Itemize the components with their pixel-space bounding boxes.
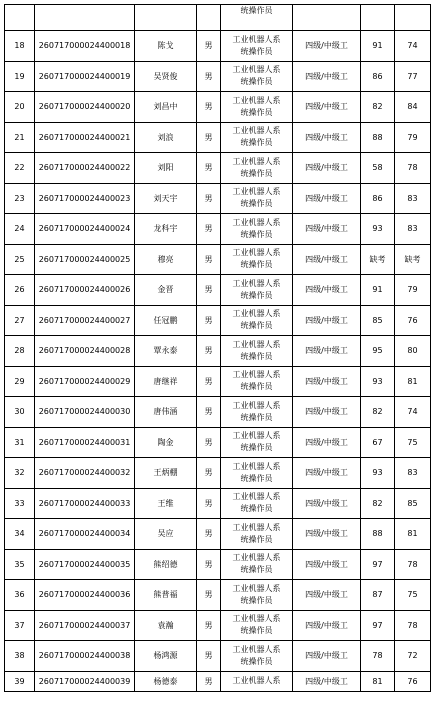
name-cell: 刘浪 (135, 122, 197, 153)
table-row (5, 244, 431, 275)
name-cell: 陶金 (135, 427, 197, 458)
job-cell (221, 641, 293, 672)
id-cell: 260717000024400020 (35, 92, 135, 123)
job-line-1: 工业机器人系 (232, 156, 281, 166)
job-line-2: 统操作员 (240, 77, 273, 87)
id-cell: 260717000024400019 (35, 61, 135, 92)
name-cell: 吴应 (135, 519, 197, 550)
practice-cell: 77 (395, 61, 431, 92)
table-row (5, 336, 431, 367)
level-cell: 四级/中级工 (293, 183, 361, 214)
id-cell: 260717000024400018 (35, 31, 135, 62)
practice-cell: 78 (395, 153, 431, 184)
job-title (221, 339, 292, 363)
gender-cell: 男 (197, 549, 221, 580)
practice-cell: 83 (395, 214, 431, 245)
job-line-1: 工业机器人系 (232, 370, 281, 380)
job-line-1: 工业机器人系 (232, 217, 281, 227)
job-line-2: 统操作员 (240, 473, 273, 483)
theory-cell: 81 (361, 671, 395, 691)
level-cell: 四级/中级工 (293, 458, 361, 489)
practice-cell: 84 (395, 92, 431, 123)
level-cell: 四级/中级工 (293, 366, 361, 397)
level-cell: 四级/中级工 (293, 61, 361, 92)
practice-cell: 74 (395, 397, 431, 428)
job-cell (221, 153, 293, 184)
id-cell (35, 5, 135, 31)
job-line-2: 统操作员 (240, 595, 273, 605)
table-row (5, 214, 431, 245)
theory-cell: 87 (361, 580, 395, 611)
job-cell (221, 305, 293, 336)
gender-cell: 男 (197, 610, 221, 641)
job-title (221, 369, 292, 393)
no-cell: 18 (5, 31, 35, 62)
job-line-1: 工业机器人系 (232, 644, 281, 654)
name-cell: 王炳棚 (135, 458, 197, 489)
job-title (221, 95, 292, 119)
table-row (5, 305, 431, 336)
job-title (221, 461, 292, 485)
job-line-2: 统操作员 (240, 443, 273, 453)
theory-cell: 82 (361, 488, 395, 519)
job-cell (221, 580, 293, 611)
id-cell: 260717000024400036 (35, 580, 135, 611)
job-line-1: 工业机器人系 (232, 278, 281, 288)
practice-cell: 80 (395, 336, 431, 367)
job-line-2: 统操作员 (240, 321, 273, 331)
job-line-2: 统操作员 (240, 626, 273, 636)
theory-cell: 97 (361, 549, 395, 580)
level-cell: 四级/中级工 (293, 610, 361, 641)
name-cell: 刘昌中 (135, 92, 197, 123)
gender-cell: 男 (197, 671, 221, 691)
no-cell: 22 (5, 153, 35, 184)
practice-cell: 缺考 (395, 244, 431, 275)
name-cell: 杨鸿源 (135, 641, 197, 672)
practice-cell (395, 5, 431, 31)
no-cell: 27 (5, 305, 35, 336)
table-row (5, 92, 431, 123)
level-cell: 四级/中级工 (293, 580, 361, 611)
id-cell: 260717000024400029 (35, 366, 135, 397)
name-cell: 唐继祥 (135, 366, 197, 397)
job-cell (221, 519, 293, 550)
level-cell: 四级/中级工 (293, 519, 361, 550)
job-line-1: 工业机器人系 (232, 492, 281, 502)
theory-cell: 93 (361, 214, 395, 245)
id-cell: 260717000024400032 (35, 458, 135, 489)
id-cell: 260717000024400027 (35, 305, 135, 336)
level-cell: 四级/中级工 (293, 92, 361, 123)
theory-cell: 缺考 (361, 244, 395, 275)
level-cell: 四级/中级工 (293, 641, 361, 672)
gender-cell: 男 (197, 641, 221, 672)
job-line-2: 统操作员 (240, 168, 273, 178)
gender-cell: 男 (197, 366, 221, 397)
practice-cell: 79 (395, 275, 431, 306)
level-cell: 四级/中级工 (293, 275, 361, 306)
job-cell (221, 549, 293, 580)
job-title (221, 156, 292, 180)
gender-cell (197, 5, 221, 31)
theory-cell: 78 (361, 641, 395, 672)
job-cell (221, 397, 293, 428)
table-row (5, 610, 431, 641)
gender-cell: 男 (197, 61, 221, 92)
table-row (5, 122, 431, 153)
job-line-1: 工业机器人系 (232, 248, 281, 258)
theory-cell: 91 (361, 31, 395, 62)
name-cell (135, 5, 197, 31)
gender-cell: 男 (197, 31, 221, 62)
no-cell: 21 (5, 122, 35, 153)
id-cell: 260717000024400035 (35, 549, 135, 580)
job-line-1: 工业机器人系 (232, 65, 281, 75)
level-cell: 四级/中级工 (293, 244, 361, 275)
table-row (5, 427, 431, 458)
level-cell: 四级/中级工 (293, 427, 361, 458)
job-cell (221, 488, 293, 519)
name-cell: 袁瀚 (135, 610, 197, 641)
job-cell (221, 610, 293, 641)
job-line-2: 统操作员 (240, 138, 273, 148)
id-cell: 260717000024400028 (35, 336, 135, 367)
practice-cell: 75 (395, 580, 431, 611)
job-line-1: 工业机器人系 (232, 583, 281, 593)
practice-cell: 76 (395, 671, 431, 691)
job-cell (221, 5, 293, 31)
job-title (221, 308, 292, 332)
name-cell: 金晋 (135, 275, 197, 306)
theory-cell: 82 (361, 92, 395, 123)
gender-cell: 男 (197, 92, 221, 123)
gender-cell: 男 (197, 305, 221, 336)
job-cell (221, 427, 293, 458)
name-cell: 刘阳 (135, 153, 197, 184)
job-cell (221, 366, 293, 397)
name-cell: 熊绍德 (135, 549, 197, 580)
name-cell: 穆亮 (135, 244, 197, 275)
job-title (221, 247, 292, 271)
id-cell: 260717000024400039 (35, 671, 135, 691)
no-cell: 26 (5, 275, 35, 306)
id-cell: 260717000024400033 (35, 488, 135, 519)
job-title (221, 522, 292, 546)
no-cell: 38 (5, 641, 35, 672)
id-cell: 260717000024400026 (35, 275, 135, 306)
theory-cell: 97 (361, 610, 395, 641)
id-cell: 260717000024400031 (35, 427, 135, 458)
level-cell: 四级/中级工 (293, 549, 361, 580)
id-cell: 260717000024400030 (35, 397, 135, 428)
job-title (221, 491, 292, 515)
table-row (5, 31, 431, 62)
job-line-1: 工业机器人系 (232, 614, 281, 624)
level-cell: 四级/中级工 (293, 671, 361, 691)
job-line-2: 统操作员 (240, 565, 273, 575)
table-row (5, 549, 431, 580)
theory-cell: 86 (361, 61, 395, 92)
name-cell: 龙科宇 (135, 214, 197, 245)
practice-cell: 81 (395, 519, 431, 550)
job-title (221, 34, 292, 58)
no-cell: 30 (5, 397, 35, 428)
name-cell: 杨德泰 (135, 671, 197, 691)
id-cell: 260717000024400034 (35, 519, 135, 550)
no-cell: 24 (5, 214, 35, 245)
job-line-2: 统操作员 (240, 229, 273, 239)
table-row (5, 183, 431, 214)
job-title (221, 217, 292, 241)
practice-cell: 76 (395, 305, 431, 336)
gender-cell: 男 (197, 458, 221, 489)
no-cell: 33 (5, 488, 35, 519)
theory-cell: 88 (361, 519, 395, 550)
job-title (221, 644, 292, 668)
table-row (5, 153, 431, 184)
no-cell: 29 (5, 366, 35, 397)
job-line-2: 统操作员 (240, 260, 273, 270)
job-line-1: 工业机器人系 (232, 676, 281, 685)
level-cell: 四级/中级工 (293, 122, 361, 153)
no-cell: 37 (5, 610, 35, 641)
theory-cell: 58 (361, 153, 395, 184)
job-cell (221, 336, 293, 367)
job-line-1: 工业机器人系 (232, 339, 281, 349)
table-row (5, 519, 431, 550)
no-cell: 28 (5, 336, 35, 367)
job-line-1: 工业机器人系 (232, 34, 281, 44)
job-title (221, 125, 292, 149)
job-line-2: 统操作员 (240, 290, 273, 300)
name-cell: 刘天宇 (135, 183, 197, 214)
no-cell: 35 (5, 549, 35, 580)
no-cell: 31 (5, 427, 35, 458)
job-line-2: 统操作员 (240, 412, 273, 422)
practice-cell: 81 (395, 366, 431, 397)
job-line-2: 统操作员 (240, 107, 273, 117)
name-cell: 陈戈 (135, 31, 197, 62)
job-cell (221, 671, 293, 691)
gender-cell: 男 (197, 214, 221, 245)
id-cell: 260717000024400038 (35, 641, 135, 672)
no-cell: 19 (5, 61, 35, 92)
level-cell: 四级/中级工 (293, 488, 361, 519)
theory-cell: 93 (361, 366, 395, 397)
gender-cell: 男 (197, 183, 221, 214)
job-cell (221, 214, 293, 245)
job-line-2: 统操作员 (240, 46, 273, 56)
theory-cell: 67 (361, 427, 395, 458)
theory-cell: 91 (361, 275, 395, 306)
job-line-2: 统操作员 (240, 504, 273, 514)
level-cell (293, 5, 361, 31)
job-title (221, 430, 292, 454)
id-cell: 260717000024400024 (35, 214, 135, 245)
gender-cell: 男 (197, 397, 221, 428)
table-row (5, 641, 431, 672)
theory-cell: 93 (361, 458, 395, 489)
practice-cell: 78 (395, 549, 431, 580)
table-body (5, 5, 431, 692)
job-line-2: 统操作员 (240, 656, 273, 666)
table-row (5, 458, 431, 489)
level-cell: 四级/中级工 (293, 305, 361, 336)
theory-cell: 95 (361, 336, 395, 367)
theory-cell (361, 5, 395, 31)
gender-cell: 男 (197, 122, 221, 153)
job-cell (221, 92, 293, 123)
table-row (5, 366, 431, 397)
job-line-2: 统操作员 (240, 351, 273, 361)
job-cell (221, 122, 293, 153)
practice-cell: 72 (395, 641, 431, 672)
id-cell: 260717000024400021 (35, 122, 135, 153)
id-cell: 260717000024400022 (35, 153, 135, 184)
id-cell: 260717000024400025 (35, 244, 135, 275)
practice-cell: 83 (395, 458, 431, 489)
job-line-1: 工业机器人系 (232, 461, 281, 471)
practice-cell: 85 (395, 488, 431, 519)
gender-cell: 男 (197, 580, 221, 611)
job-line-1: 工业机器人系 (232, 126, 281, 136)
job-cell (221, 61, 293, 92)
job-line-1: 工业机器人系 (232, 522, 281, 532)
job-cell (221, 458, 293, 489)
gender-cell: 男 (197, 153, 221, 184)
gender-cell: 男 (197, 275, 221, 306)
name-cell: 王维 (135, 488, 197, 519)
no-cell: 23 (5, 183, 35, 214)
job-cell (221, 31, 293, 62)
name-cell: 唐伟涵 (135, 397, 197, 428)
no-cell: 39 (5, 671, 35, 691)
table-row (5, 275, 431, 306)
job-title (221, 400, 292, 424)
job-line-1: 工业机器人系 (232, 309, 281, 319)
practice-cell: 83 (395, 183, 431, 214)
level-cell: 四级/中级工 (293, 214, 361, 245)
table-row-partial (5, 5, 431, 31)
level-cell: 四级/中级工 (293, 397, 361, 428)
table-row (5, 488, 431, 519)
job-line-1: 工业机器人系 (232, 431, 281, 441)
job-line-1: 工业机器人系 (232, 95, 281, 105)
job-title (221, 675, 292, 687)
gender-cell: 男 (197, 244, 221, 275)
job-title (221, 64, 292, 88)
no-cell (5, 5, 35, 31)
no-cell: 32 (5, 458, 35, 489)
table-row (5, 61, 431, 92)
level-cell: 四级/中级工 (293, 31, 361, 62)
theory-cell: 88 (361, 122, 395, 153)
gender-cell: 男 (197, 427, 221, 458)
job-cell (221, 244, 293, 275)
practice-cell: 79 (395, 122, 431, 153)
job-title (221, 552, 292, 576)
theory-cell: 85 (361, 305, 395, 336)
gender-cell: 男 (197, 336, 221, 367)
job-title (221, 613, 292, 637)
job-line-2: 统操作员 (240, 534, 273, 544)
practice-cell: 75 (395, 427, 431, 458)
id-cell: 260717000024400037 (35, 610, 135, 641)
level-cell: 四级/中级工 (293, 336, 361, 367)
name-cell: 任冠鹏 (135, 305, 197, 336)
name-cell: 覃永泰 (135, 336, 197, 367)
job-line-1: 工业机器人系 (232, 187, 281, 197)
level-cell: 四级/中级工 (293, 153, 361, 184)
job-title (221, 583, 292, 607)
no-cell: 20 (5, 92, 35, 123)
job-line-1: 工业机器人系 (232, 553, 281, 563)
job-line-2: 统操作员 (240, 199, 273, 209)
job-title (221, 278, 292, 302)
job-cell (221, 275, 293, 306)
job-line-1: 工业机器人系 (232, 400, 281, 410)
no-cell: 25 (5, 244, 35, 275)
theory-cell: 82 (361, 397, 395, 428)
job-line-2: 统操作员 (240, 6, 273, 15)
name-cell: 熊普福 (135, 580, 197, 611)
gender-cell: 男 (197, 488, 221, 519)
no-cell: 36 (5, 580, 35, 611)
table-row (5, 397, 431, 428)
practice-cell: 78 (395, 610, 431, 641)
job-cell (221, 183, 293, 214)
job-line-2: 统操作员 (240, 382, 273, 392)
score-table (4, 4, 431, 692)
id-cell: 260717000024400023 (35, 183, 135, 214)
name-cell: 吴贤俊 (135, 61, 197, 92)
table-row (5, 580, 431, 611)
job-title (221, 186, 292, 210)
theory-cell: 86 (361, 183, 395, 214)
no-cell: 34 (5, 519, 35, 550)
table-row (5, 671, 431, 691)
gender-cell: 男 (197, 519, 221, 550)
practice-cell: 74 (395, 31, 431, 62)
